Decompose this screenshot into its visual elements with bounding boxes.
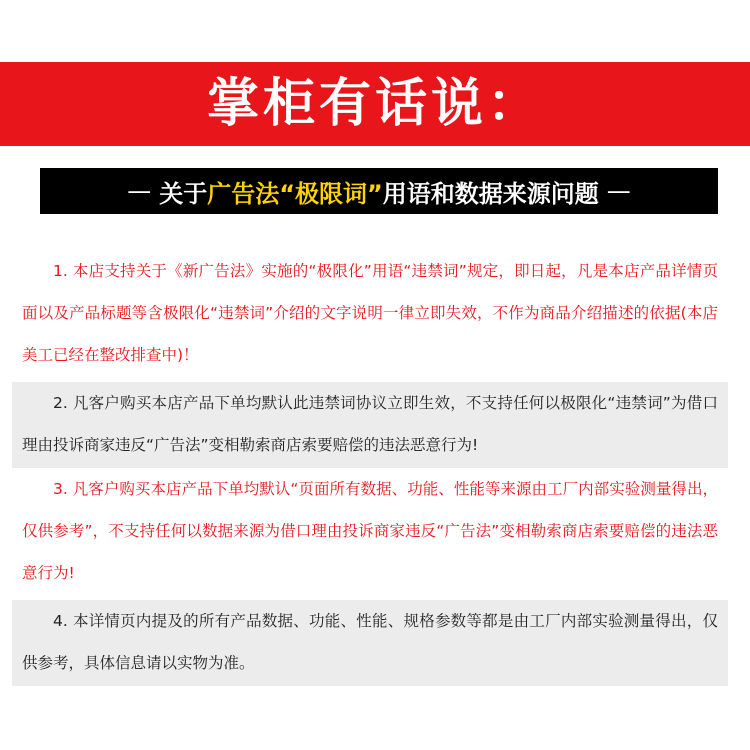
header-banner (0, 62, 750, 146)
right-dash: — (606, 177, 631, 205)
subheading-prefix: 关于 (159, 179, 208, 208)
left-dash: — (127, 177, 152, 205)
subheading-bar (40, 168, 718, 214)
notice-3-text: 3. 凡客户购买本店产品下单均默认“页面所有数据、功能、性能等来源由工厂内部实验测量得出，仅供参考”，不支持任何以数据来源为借口理由投诉商家违反“广告法”变相勒索商店索要赔偿的违法恶意行为! (22, 480, 718, 582)
notice-2 (12, 382, 728, 468)
notice-4-text: 4. 本详情页内提及的所有产品数据、功能、性能、规格参数等都是由工厂内部实验测量得出，仅供参考，具体信息请以实物为准。 (22, 612, 718, 672)
notice-2-text: 2. 凡客户购买本店产品下单均默认此违禁词协议立即生效，不支持任何以极限化“违禁词”为借口理由投诉商家违反“广告法”变相勒索商店索要赔偿的违法恶意行为! (22, 394, 718, 454)
notice-3 (12, 468, 728, 594)
notice-1-text: 1. 本店支持关于《新广告法》实施的“极限化”用语“违禁词”规定，即日起，凡是本店产品详情页面以及产品标题等含极限化“违禁词”介绍的文字说明一律立即失效，不作为商品介绍描述的依据(本店美工已经在整改排查中)！ (22, 262, 718, 364)
subheading-highlight: 广告法“极限词” (207, 179, 383, 208)
banner-title: 掌柜有话说： (206, 74, 543, 134)
notice-4 (12, 600, 728, 686)
subheading-suffix: 用语和数据来源问题 (382, 179, 599, 208)
notice-1 (12, 250, 728, 376)
